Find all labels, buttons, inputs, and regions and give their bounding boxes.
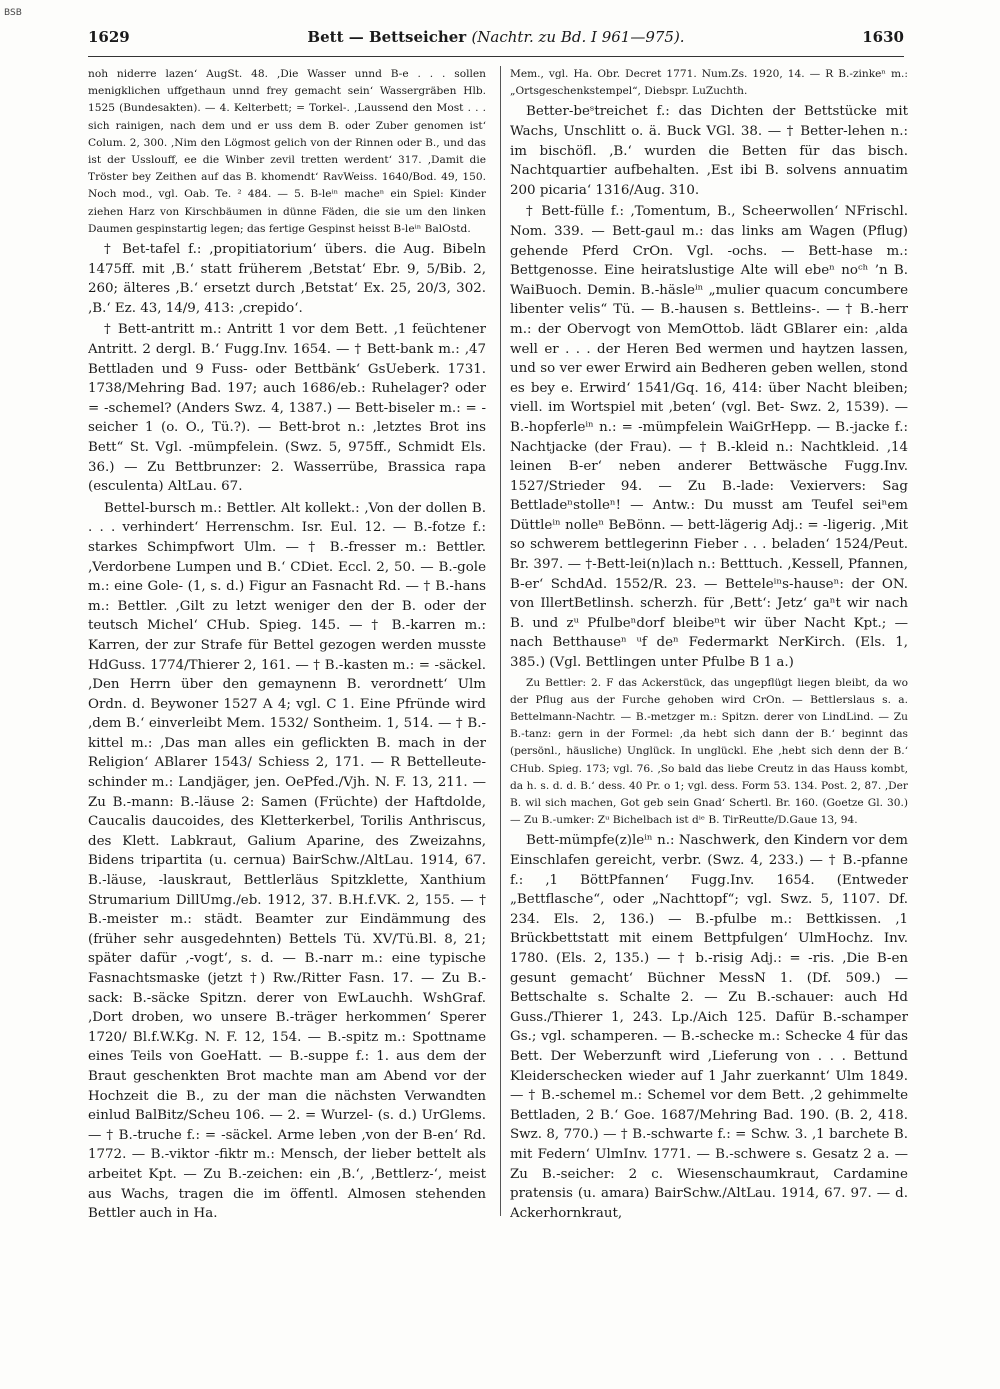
running-title-main: Bett — Bettseicher: [307, 28, 467, 46]
dictionary-paragraph: Better-beˢtreichet f.: das Dichten der Bettstücke mit Wachs, Unschlitt o. ä. Buck VGl. 38. — † Better-lehen n.: im bischöfl. ‚B.‘ wurden die Betten für das bisch. Nachtquartier aufbehalten. ‚Est ibi B. solvens annuatim 200 picaria‘ 1316/Aug. 310.: [510, 104, 908, 198]
running-title: [88, 28, 904, 46]
page-number-left: 1629: [88, 28, 130, 46]
running-header: [88, 28, 904, 52]
right-column: [510, 66, 908, 1366]
dictionary-paragraph: Bett-mümpfe(z)leⁱⁿ n.: Naschwerk, den Kindern vor dem Einschlafen gereicht, verbr. (Swz. 4, 233.) — † B.-pfanne f.: ‚1 BöttPfannen‘ Fugg.Inv. 1654. (Entweder „Bettflasche“, oder „Nachttopf“; vgl. Swz. 5, 1107. Df. 234. Els. 2, 136.) — B.-pfulbe m.: Bettkissen. ‚1 Brückbettstatt mit einem Bettpfulgen‘ UlmHochz. Inv. 1780. (Els. 2, 135.) — † b.-risig Adj.: = -ris. ‚Die B-en gesunt gemacht‘ Büchner MessN 1. (Df. 509.) — Bettschalte s. Schalte 2. — Zu B.-schauer: auch Hd Guss./Thierer 1, 243. Lp./Aich 125. Dafür B.-schamper Gs.; vgl. schamperen. — B.-schecke m.: Schecke 4 für das Bett. Der Weberzunft wird ‚Lieferung von . . . Bettund Kleiderschecken wieder auf 1 Jahr zuerkannt‘ Ulm 1849. — † B.-schemel m.: Schemel vor dem Bett. ‚2 gehimmelte Bettladen, 2 B.‘ Goe. 1687/Mehring Bad. 190. (B. 2, 418. Swz. 8, 770.) — † B.-schwarte f.: = Schw. 3. ‚1 barchete B. mit Federn‘ UlmInv. 1771. — B.-schwere s. Gesatz 2 a. — Zu B.-seicher: 2 c. Wiesenschaumkraut, Cardamine pratensis (u. amara) BairSchw./AltLau. 1914, 67. 97. — d. Ackerhornkraut,: [510, 833, 908, 1221]
header-rule: [88, 56, 904, 57]
dictionary-paragraph: † Bet-tafel f.: ‚propitiatorium‘ übers. die Aug. Bibeln 1475ff. mit ‚B.‘ statt früherem ‚Betstat‘ Ebr. 9, 5/Bib. 2, 260; älteres ‚B.‘ ersetzt durch ‚Betstat‘ Ex. 25, 20/3, 302. ‚B.‘ Ez. 43, 14/9, 413: ‚crepido‘.: [88, 242, 486, 316]
library-stamp: BSB: [4, 8, 22, 18]
running-title-note: (Nachtr. zu Bd. I 961—975).: [471, 28, 685, 46]
dictionary-paragraph: Zu Bettler: 2. F das Ackerstück, das ungepflügt liegen bleibt, da wo der Pflug aus der Furche gehoben wird CrOn. — Bettlerslaus s. a. Bettelmann-Nachtr. — B.-metzger m.: Spitzn. derer von LindLind. — Zu B.-tanz: gern in der Formel: ‚da hebt sich dann der B.‘ beginnt das (persönl., häusliche) Unglück. In unglückl. Ehe ‚hebt sich denn der B.‘ CHub. Spieg. 173; vgl. 76. ‚So bald das liebe Creutz in das Hauss kombt, da h. s. d. d. B.‘ dess. 40 Pr. o 1; vgl. dess. Form 53. 134. Post. 2, 87. ‚Der B. wil sich machen, Got geb sein Gnad‘ Schertl. Br. 160. (Goetze Gl. 30.) — Zu B.-umker: Zᵘ Bichelbach ist dⁱᵉ B. TirReutte/D.Gaue 13, 94.: [510, 676, 908, 827]
column-divider: [500, 66, 501, 1216]
dictionary-paragraph: noh niderre lazen‘ AugSt. 48. ‚Die Wasser unnd B-e . . . sollen menigklichen uffgethaun unnd frey gemacht sein‘ Wassergräben Hlb. 1525 (Bundesakten). — 4. Kelterbett; = Torkel-. ‚Laussend den Most . . . sich rainigen, nach dem und er uss dem B. oder Zuber genomen ist‘ Colum. 2, 300. ‚Nim den Lögmost gelich von der Rinnen oder B., und das ist der Usslouff, ee die Winber zevil tretten werdent‘ 317. ‚Damit die Tröster bey Zeithen auf das B. khomendt‘ RavWeiss. 1640/Bod. 49, 150. Noch mod., vgl. Oab. Te. ² 484. — 5. B-leⁱⁿ macheⁿ ein Spiel: Kinder ziehen Harz von Kirschbäumen in dünne Fäden, die sie um den linken Daumen gespinstartig legen; das fertige Gespinst heisst B-leⁱⁿ BalOstd.: [88, 68, 486, 235]
left-column: [88, 66, 486, 1366]
dictionary-paragraph: Bettel-bursch m.: Bettler. Alt kollekt.: ‚Von der dollen B. . . . verhindert‘ Herrenschm. Isr. Eul. 12. — B.-fotze f.: starkes Schimpfwort Ulm. — † B.-fresser m.: Bettler. ‚Verdorbene Lumpen und B.‘ CDiet. Eccl. 2, 50. — B.-gole m.: eine Gole- (1, s. d.) Figur an Fasnacht Rd. — † B.-hans m.: Bettler. ‚Gilt zu letzt weniger den der B. oder der teutsch Michel‘ CHub. Spieg. 145. — † B.-karren m.: Karren, der zur Strafe für Bettel gezogen werden musste HdGuss. 1774/Thierer 2, 161. — † B.-kasten m.: = -säckel. ‚Den Herrn über den gemaynenn B. verordnett‘ Ulm Ordn. d. Beywoner 1527 A 4; vgl. C 1. Eine Pfründe wird ‚dem B.‘ einverleibt Mem. 1532/ Sontheim. 1, 514. — † B.-kittel m.: ‚Das man alles ein geflickten B. mach in der Religion‘ ABlarer 1543/ Schiess 2, 171. — R Bettelleute-schinder m.: Landjäger, jen. OePfed./Vjh. N. F. 13, 211. — Zu B.-mann: B.-läuse 2: Samen (Früchte) der Haftdolde, Caucalis daucoides, des Kletterkerbel, Torilis Anthriscus, des Klett. Labkraut, Galium Aparine, des Zweizahns, Bidens tripartita (u. cernua) BairSchw./AltLau. 1914, 67. B.-läuse, -lauskraut, Bettlerläus Spitzklette, Xanthium Strumarium DillUmg./eb. 1912, 37. B.H.f.VK. 2, 155. — † B.-meister m.: städt. Beamter zur Eindämmung des (früher sehr ausgedehnten) Bettels Tü. XV/Tü.Bl. 8, 21; später dafür ‚-vogt‘, s. d. — B.-narr m.: eine typische Fasnachtsmaske (jetzt †) Rw./Ritter Fasn. 17. — Zu B.-sack: B.-säcke Spitzn. derer von EwLauchh. WshGraf. ‚Dort droben, wo unsere B.-träger herkommen‘ Sperer 1720/ Bl.f.W.Kg. N. F. 12, 154. — B.-spitz m.: Spottname eines Teils von GoeHatt. — B.-suppe f.: 1. aus dem der Braut geschenkten Brot machte man am Abend vor der Hochzeit die B., zu der man die nächsten Verwandten einlud BalBitz/Scheu 106. — 2. = Wurzel- (s. d.) UrGlems. — † B.-truche f.: = -säckel. Arme leben ‚von der B-en‘ Rd. 1772. — B.-viktor -fiktr m.: Mensch, der lieber bettelt als arbeitet Kpt. — Zu B.-zeichen: ein ‚B.‘, ‚Bettlerz-‘, meist aus Wachs, tragen die im öffentl. Almosen stehenden Bettler auch in Ha.: [88, 500, 486, 1222]
dictionary-paragraph: Mem., vgl. Ha. Obr. Decret 1771. Num.Zs. 1920, 14. — R B.-zinkeⁿ m.: „Ortsgeschenkstempel“, Diebspr. LuZuchth.: [510, 68, 908, 98]
page-number-right: 1630: [862, 28, 904, 46]
dictionary-paragraph: † Bett-antritt m.: Antritt 1 vor dem Bett. ‚1 feüchtener Antritt. 2 dergl. B.‘ Fugg.Inv. 1654. — † Bett-bank m.: ‚47 Bettladen und 9 Fuss- oder Bettbänk‘ GsUeberk. 1731. 1738/Mehring Bad. 197; auch 1686/eb.: Ruhelager? oder = -schemel? (Anders Swz. 4, 1387.) — Bett-biseler m.: = -seicher 1 (o. O., Tü.?). — Bett-brot n.: ‚letztes Brot ins Bett“ St. Vgl. -mümpfelein. (Swz. 5, 975ff., Schmidt Els. 36.) — Zu Bettbrunzer: 2. Wasserrübe, Brassica rapa (esculenta) AltLau. 67.: [88, 322, 486, 495]
dictionary-paragraph: † Bett-fülle f.: ‚Tomentum, B., Scheerwollen‘ NFrischl. Nom. 339. — Bett-gaul m.: das links am Wagen (Pflug) gehende Pferd CrOn. Vgl. -ochs. — Bett-hase m.: Bettgenosse. Eine heiratslustige Alte will ebeⁿ noᶜʰ ’n B. WaiBuoch. Demin. B.-häsleⁱⁿ „mulier quacum concumbere libenter velis“ Tü. — B.-hausen s. Bettleins-. — † B.-herr m.: der Obervogt von MemOttob. lädt GBlarer ein: ‚alda well er . . . der Heren Bed wermen und haytzen lassen, und so ver ewer Erwird ain Bedheren geben wellen, stond es bey e. Erwird‘ 1541/Gq. 16, 414: über Nacht bleiben; viell. im Wortspiel mit ‚beten‘ (vgl. Bet- Swz. 2, 1539). — B.-hopferleⁱⁿ n.: = -mümpfelein WaiGrHepp. — B.-jacke f.: Nachtjacke (der Frau). — † B.-kleid n.: Nachtkleid. ‚14 leinen B-er‘ neben anderer Bettwäsche Fugg.Inv. 1527/Strieder 94. — Zu B.-lade: Vexiervers: Sag Bettladeⁿstolleⁿ! — Antw.: Du musst am Teufel seiⁿem Düttleⁱⁿ nolleⁿ BeBönn. — bett-lägerig Adj.: = -ligerig. ‚Mit so schwerem bettlegerinn Fieber . . . beladen‘ 1524/Peut. Br. 397. — †-Bett-lei(n)lach n.: Betttuch. ‚Kessell, Pfannen, B-er‘ SchdAd. 1552/R. 23. — Betteleⁱⁿs-hauseⁿ: der ON. von IllertBetlinsh. scherzh. für ‚Bett‘: Jetz‘ gaⁿt wir nach B. und zᵘ Pfulbeⁿdorf bleibeⁿt wir über Nacht Kpt.; — nach Betthauseⁿ ᵘf deⁿ Federmarkt NerKirch. (Els. 1, 385.) (Vgl. Bettlingen unter Pfulbe B 1 a.): [510, 204, 908, 671]
